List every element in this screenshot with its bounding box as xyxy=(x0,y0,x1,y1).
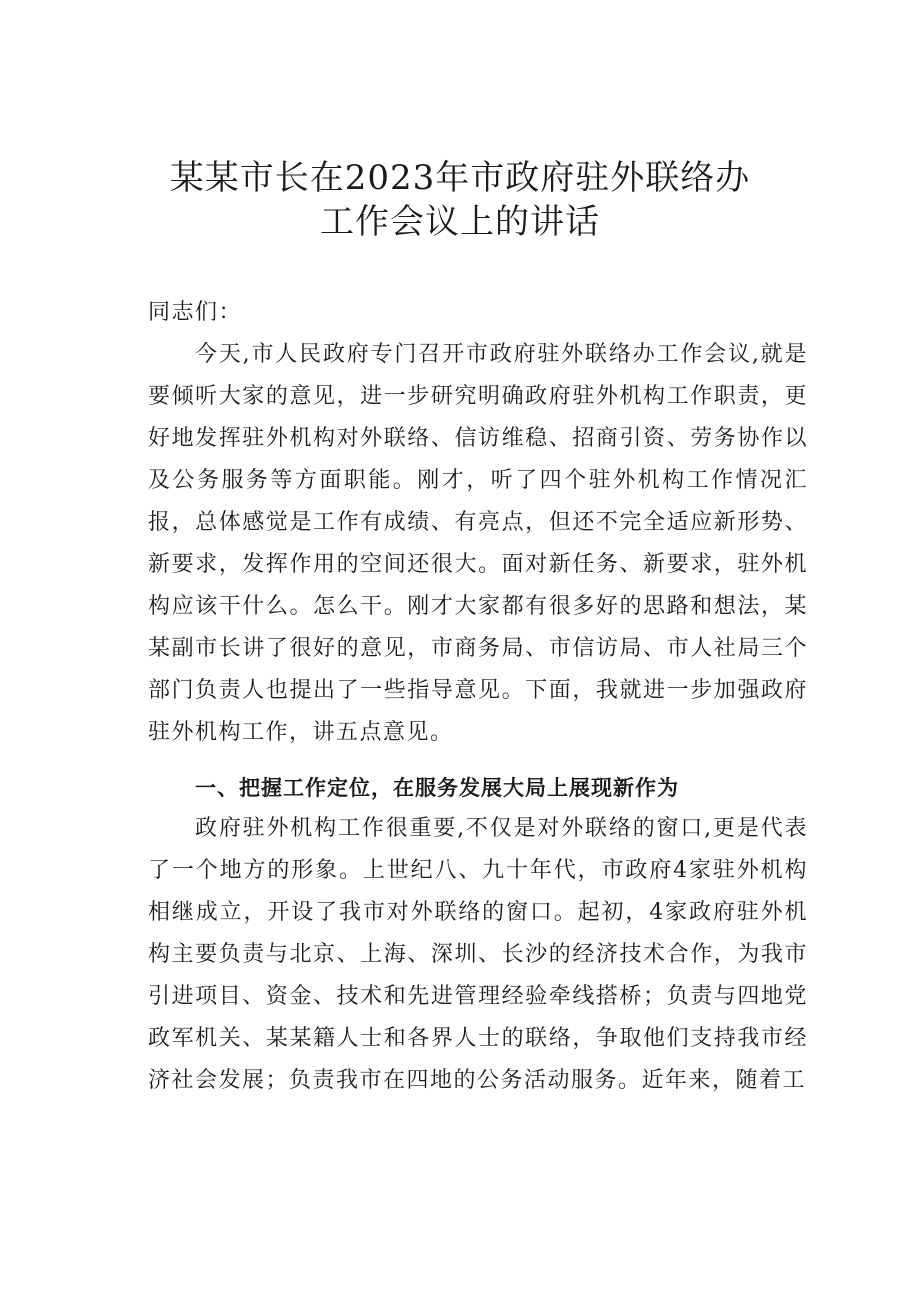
document-title-line-1: 某某市长在2023年市政府驻外联络办 xyxy=(169,158,751,198)
salutation: 同志们： xyxy=(148,300,243,325)
paragraph-intro: 今天,市人民政府专门召开市政府驻外联络办工作会议,就是要倾听大家的意见，进一步研究明确政府驻外机构工作职责，更好地发挥驻外机构对外联络、信访维稳、招商引资、劳务协作以及公务服务等方面职能。刚才，听了四个驻外机构工作情况汇报，总体感觉是工作有成绩、有亮点，但还不完全适应新形势、新要求，发挥作用的空间还很大。面对新任务、新要求，驻外机构应该干什么。怎么干。刚才大家都有很多好的思路和想法，某某副市长讲了很好的意见，市商务局、市信访局、市人社局三个部门负责人也提出了一些指导意见。下面，我就进一步加强政府驻外机构工作，讲五点意见。 xyxy=(148,342,808,745)
section-heading-1: 一、把握工作定位，在服务发展大局上展现新作为 xyxy=(195,776,679,800)
paragraph-section-1: 政府驻外机构工作很重要,不仅是对外联络的窗口,更是代表了一个地方的形象。上世纪八、九十年代，市政府4家驻外机构相继成立，开设了我市对外联络的窗口。起初，4家政府驻外机构主要负责与北京、上海、深圳、长沙的经济技术合作，为我市引进项目、资金、技术和先进管理经验牵线搭桥；负责与四地党政军机关、某某籍人士和各界人士的联络，争取他们支持我市经济社会发展；负责我市在四地的公务活动服务。近年来，随着工 xyxy=(148,816,808,1093)
document-title-line-2: 工作会议上的讲话 xyxy=(320,202,600,242)
